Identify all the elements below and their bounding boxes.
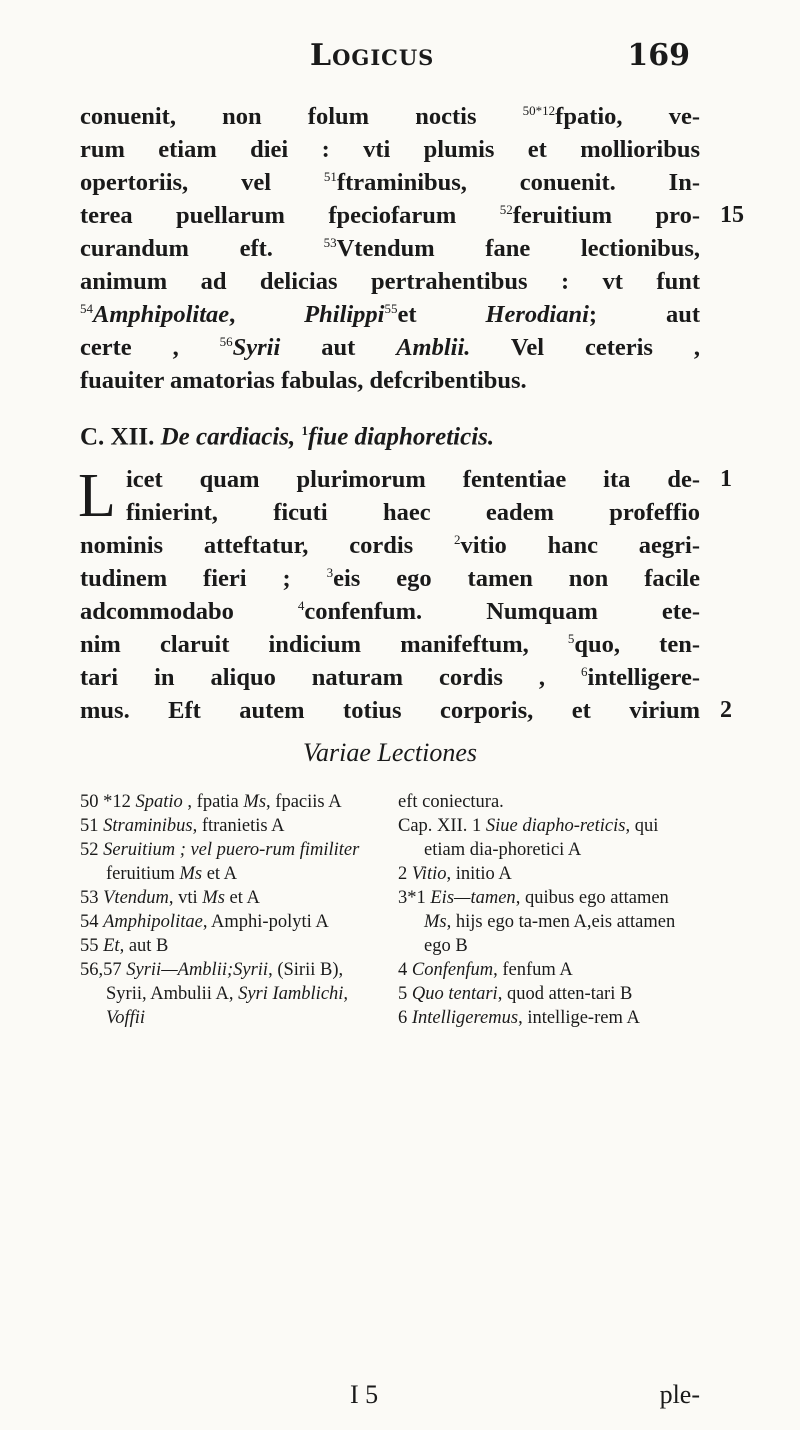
text-line: nim claruit indicium manifeftum, $^5$quo, ten- xyxy=(80,630,700,658)
page-number: 169 xyxy=(627,38,690,73)
text-line: tudinem fieri ; $^3$eis ego tamen non facile xyxy=(80,564,700,592)
drop-cap: L xyxy=(78,462,116,530)
variant-note: 50 *12 Spatio , fpatia Ms, fpaciis A xyxy=(80,792,342,812)
variant-note: 3*1 Eis—tamen, quibus ego attamen Ms, hijs ego ta-men A,eis attamen ego B xyxy=(398,888,676,956)
variant-note: 52 Seruitium ; vel puero-rum fimiliter feruitium Ms et A xyxy=(80,840,360,884)
text-line: curandum eft. $^{53}$Vtendum fane lectionibus, xyxy=(80,234,700,262)
notes-column-left xyxy=(80,790,380,1030)
text-line: fuauiter amatorias fabulas, defcribentibus. xyxy=(80,367,527,394)
note-ref: 50*12 xyxy=(522,102,556,118)
running-title: Logicus xyxy=(310,38,435,73)
variant-note: 54 Amphipolitae, Amphi-polyti A xyxy=(80,912,329,932)
text-line: finierint, ficuti haec eadem profeffio xyxy=(126,499,700,526)
text-line: conuenit, non folum noctis $^{50*12}$fpatio, ve- xyxy=(80,102,700,130)
note-ref: 54 xyxy=(80,300,93,316)
variant-note: 4 Confenfum, fenfum A xyxy=(398,960,573,980)
text-line: terea puellarum fpeciofarum $^{52}$feruitium pro- 15 xyxy=(80,199,700,232)
chapter-heading: C. XII. De cardiacis, $^1$fiue diaphoreticis. xyxy=(80,423,495,451)
text-line: nominis atteftatur, cordis $^2$vitio hanc aegri- xyxy=(80,531,700,559)
text-line: mus. Eft autem totius corporis, et virium 2 xyxy=(80,694,700,727)
main-text xyxy=(78,100,744,727)
text-line: animum ad delicias pertrahentibus : vt funt xyxy=(80,268,700,295)
variae-lectiones-heading: Variae Lectiones xyxy=(302,738,478,767)
variant-note: 51 Straminibus, ftranietis A xyxy=(80,816,285,836)
signature-mark: I 5 xyxy=(350,1380,379,1409)
text-line: adcommodabo $^4$confenfum. Numquam ete- xyxy=(80,597,700,625)
line-number: 1 xyxy=(720,466,732,492)
note-ref: 56 xyxy=(219,333,233,349)
note-ref: 55 xyxy=(384,300,398,316)
text-line: opertoriis, vel $^{51}$ftraminibus, conuenit. In- xyxy=(80,168,700,196)
notes-column-right xyxy=(398,790,698,1030)
text-line: icet quam plurimorum fententiae ita de- 1 xyxy=(80,463,700,496)
text-line: $^{54}$Amphipolitae, Philippi$^{55}$et Herodiani; aut xyxy=(80,300,700,328)
note-ref: 52 xyxy=(499,201,513,217)
variant-note: 6 Intelligeremus, intellige-rem A xyxy=(398,1008,640,1028)
variant-note: eft coniectura. xyxy=(398,792,504,812)
variant-note: 5 Quo tentari, quod atten-tari B xyxy=(398,984,633,1004)
variant-note: 53 Vtendum, vti Ms et A xyxy=(80,888,260,908)
catchword: ple- xyxy=(659,1380,700,1409)
page-footer xyxy=(80,1380,700,1420)
text-line: tari in aliquo naturam cordis , $^6$intelligere- xyxy=(80,663,700,691)
variant-note: Cap. XII. 1 Siue diapho-reticis, qui etiam dia-phoretici A xyxy=(398,816,659,860)
note-ref: 51 xyxy=(323,168,337,184)
paragraph xyxy=(78,462,732,727)
text-line: rum etiam diei : vti plumis et mollioribus xyxy=(80,136,700,163)
page-header xyxy=(80,38,690,78)
critical-apparatus xyxy=(80,790,700,1350)
line-number: 2 xyxy=(720,697,732,723)
variant-note: 2 Vitio, initio A xyxy=(398,864,512,884)
text-line: certe , $^{56}$Syrii aut Amblii. Vel ceteris , xyxy=(80,333,700,361)
variant-note: 55 Et, aut B xyxy=(80,936,169,956)
line-number: 15 xyxy=(720,202,744,228)
note-ref: 53 xyxy=(323,234,337,250)
variant-note: 56,57 Syrii—Amblii;Syrii, (Sirii B), Syrii, Ambulii A, Syri Iamblichi, Voffii xyxy=(80,960,349,1028)
